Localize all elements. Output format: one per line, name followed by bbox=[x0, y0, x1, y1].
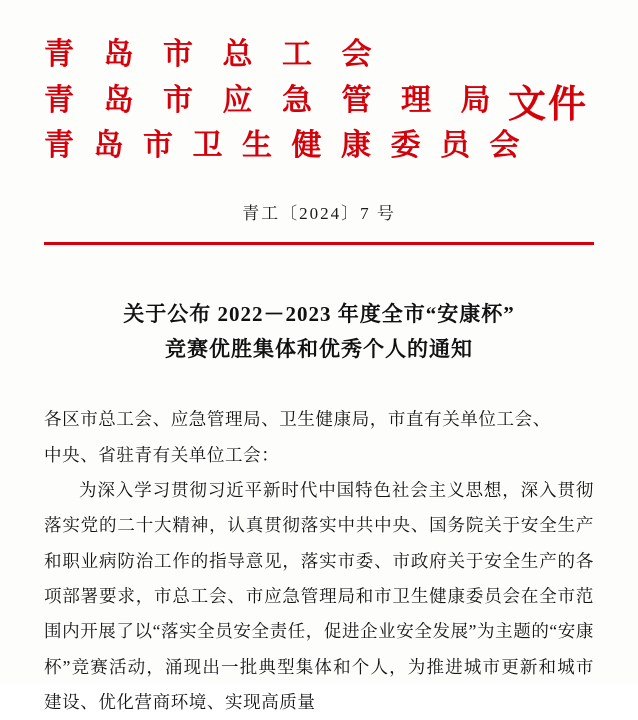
masthead bbox=[44, 32, 594, 169]
page-title bbox=[44, 297, 594, 368]
masthead-line-2: 青 岛 市 应 急 管 理 局 bbox=[44, 83, 502, 117]
recipients-line-1: 各区市总工会、应急管理局、卫生健康局，市直有关单位工会、 bbox=[44, 409, 551, 430]
red-divider-rule bbox=[44, 242, 594, 245]
masthead-line-3: 青 岛 市 卫 生 健 康 委 员 会 bbox=[44, 129, 526, 163]
document-body bbox=[44, 402, 594, 720]
recipients-line-2: 中央、省驻青有关单位工会： bbox=[44, 444, 280, 465]
page-title-line-2: 竞赛优胜集体和优秀个人的通知 bbox=[165, 337, 473, 362]
document-number: 青工〔2024〕7 号 bbox=[242, 203, 396, 223]
masthead-document-word: 文件 bbox=[507, 84, 588, 126]
masthead-line-1: 青 岛 市 总 工 会 bbox=[44, 38, 383, 71]
body-paragraph-1: 为深入学习贯彻习近平新时代中国特色社会主义思想，深入贯彻落实党的二十大精神，认真贯彻落实中共中央、国务院关于安全生产和职业病防治工作的指导意见，落实市委、市政府关于安全生产的各项部署要求，市总工会、市应急管理局和市卫生健康委员会在全市范围内开展了以“落实全员安全责任，促进企业安全发展”为主题的“安康杯”竞赛活动，涌现出一批典型集体和个人，为推进城市更新和城市建设、优化营商环境、实现高质量 bbox=[44, 479, 594, 712]
page-title-line-1: 关于公布 2022－2023 年度全市“安康杯” bbox=[123, 301, 515, 326]
